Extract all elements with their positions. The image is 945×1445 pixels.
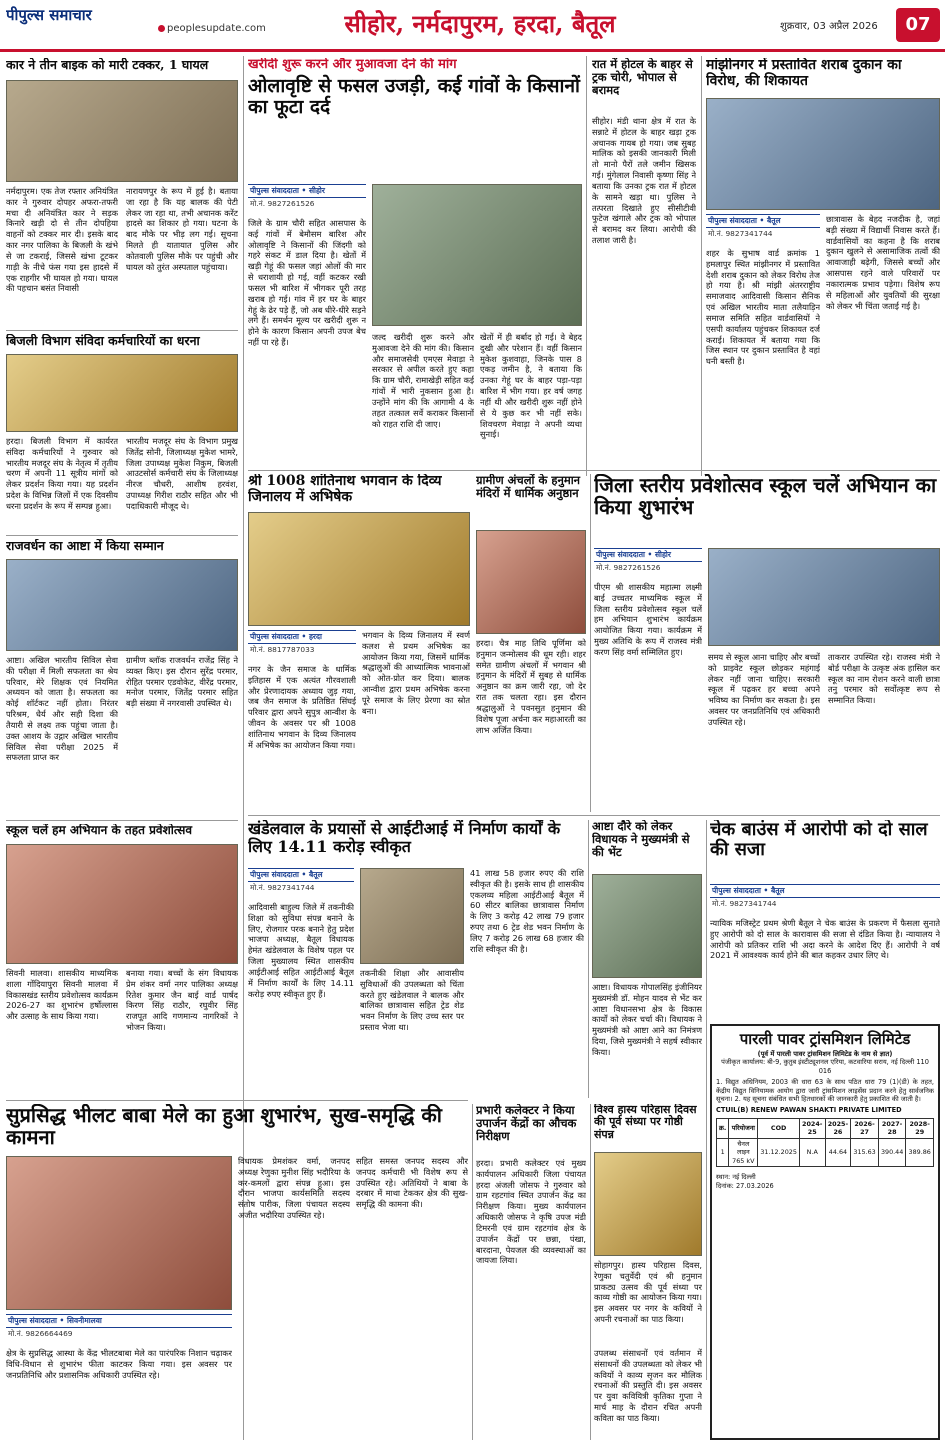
headline: विश्व हास्य परिहास दिवस की पूर्व संध्या पर गोष्ठी संपन्न — [594, 1104, 697, 1141]
mobile-number: मो.नं. 9827341744 — [250, 882, 315, 892]
crop-damage-photo — [372, 184, 582, 326]
body-text: जिले के ग्राम चौरी सहित आसपास के कई गांवों में बेमौसम बारिश और ओलावृष्टि ने किसानों की जिंदगी को गहरे संकट में डाल दिया है। खेतों में खड़ी गेहूं की फसल जहां ओलों की मार से धराशायी हो गई, वहीं कटकर रखी फसल भी बारिश में भीगकर पूरी तरह खराब हो गई। गांव में हर घर के बाहर गेहूं के ढेर पड़े हैं, जो अब धीरे-धीरे सड़ने लगे हैं। समर्थन मूल्य पर खरीदी शुरू न होने के कारण किसान अपनी उपज बेच नहीं पा रहे हैं। — [248, 218, 366, 348]
abhishek-photo — [248, 512, 470, 626]
dharna-photo — [6, 354, 238, 432]
mobile-number: मो.नं. 9827341744 — [708, 228, 773, 238]
page-number: 07 — [896, 8, 940, 42]
column-divider — [590, 474, 591, 812]
body-text: 41 लाख 58 हजार रुपए की राशि स्वीकृत की है। इसके साथ ही शासकीय एकलव्य महिला आईटीआई बैतूल में 60 सीटर बालिका छात्रावास निर्माण के लिए 3 करोड़ 42 लाख 79 हजार रुपए तथा 6 ट्रेड शेड भवन निर्माण के लिए 7 करोड़ 26 लाख 68 हजार की राशि स्वीकृत की है। — [470, 868, 584, 954]
edition-date: शुक्रवार, 03 अप्रैल 2026 — [780, 21, 878, 32]
kicker: खरीदी शुरू करने और मुआवजा देने की मांग — [248, 58, 457, 72]
body-text: नारायणपुर के रूप में हुई है। बताया जा रहा है कि यह बालक की पेटी लेकर जा रहा था, तभी अचानक करेंट हादसे का शिकार हो गया। घटना के बाद मौके पर भीड़ लग गई। सूचना मिलते ही यातायात पुलिस और कोतवाली पुलिस मौके पर पहुंची और घायल को तुरंत अस्पताल पहुंचाया। — [126, 186, 238, 272]
byline: पीपुल्स संवाददाता • सीहोर — [248, 184, 366, 198]
body-text: समय से स्कूल आना चाहिए और बच्चों को प्राइवेट स्कूल छोड़कर महंगाई लेकर नहीं जाना चाहिए। सरकारी स्कूल में पढ़कर हर बच्चा अपने भविष्य का निर्माण कर सकता है। इस अवसर पर जनप्रतिनिधि एवं अधिकारी उपस्थित रहे। — [708, 652, 820, 727]
school-photo — [6, 844, 238, 964]
section-divider — [248, 470, 940, 471]
body-text: क्षेत्र के सुप्रसिद्ध आस्था के केंद्र भीलटबाबा मेले का पारंपरिक निशान चढ़ाकर विधि-विधान से शुभारंभ फीता काटकर किया गया। इस अवसर पर जनप्रतिनिधि और प्रशासनिक अधिकारी उपस्थित रहे। — [6, 1348, 232, 1380]
column-divider — [590, 1104, 591, 1440]
headline: बिजली विभाग संविदा कर्मचारियों का धरना — [6, 334, 200, 348]
article-liquor-shop-protest — [706, 58, 940, 468]
tariff-table — [716, 1118, 934, 1167]
article-car-accident — [6, 58, 238, 328]
table-cell: 31.12.2025 — [758, 1138, 800, 1166]
masthead — [0, 0, 945, 52]
byline-block — [710, 884, 940, 910]
byline-block — [706, 214, 820, 240]
newspaper-logo[interactable] — [6, 6, 156, 44]
article-electricity-dharna — [6, 334, 238, 532]
body-text: जल्द खरीदी शुरू करने और मुआवजा देने की मांग की। किसान और समाजसेवी एमएस मेवाड़ा ने सरकार से अपील करते हुए कहा कि ग्राम चौरी, रामाखेड़ी सहित कई गांवों में भारी नुकसान हुआ है। उन्होंने मांग की कि आगामी 4 के तहत तत्काल सर्वे कराकर किसानों को राहत राशि दी जाए। — [372, 332, 474, 429]
hanuman-photo — [476, 530, 586, 634]
article-rajvardhan-honor — [6, 539, 238, 817]
website-link[interactable] — [156, 22, 266, 35]
body-text: आष्टा। विधायक गोपालसिंह इंजीनियर मुख्यमंत्री डॉ. मोहन यादव से भेंट कर आष्टा विधानसभा क्षेत्र के विकास कार्यों को लेकर चर्चा की। विधायक ने मुख्यमंत्री को आष्टा आने का निमंत्रण दिया, जिसे मुख्यमंत्री ने सहर्ष स्वीकार किया। — [592, 982, 702, 1057]
table-header-cell: 2028-29 — [906, 1118, 934, 1138]
byline: पीपुल्स संवाददाता • हरदा — [248, 630, 356, 644]
table-header-row — [717, 1118, 934, 1138]
table-header-cell: 2027-28 — [878, 1118, 906, 1138]
body-text: न्यायिक मजिस्ट्रेट प्रथम श्रेणी बैतूल ने चेक बाउंस के प्रकरण में फैसला सुनाते हुए आरोपी को दो साल के कारावास की सजा से दंडित किया है। न्यायालय ने आरोपी को प्रतिकर राशि भी अदा करने के आदेश दिए हैं। आरोपी ने वर्ष 2021 में आवश्यक कार्य होने की बात कहकर उधार लिए थे। — [710, 918, 940, 961]
section-divider — [248, 815, 940, 816]
headline: खंडेलवाल के प्रयासों से आईटीआई में निर्माण कार्यों के लिए 14.11 करोड़ स्वीकृत — [248, 820, 561, 856]
notice-date: दिनांक: 27.03.2026 — [716, 1181, 774, 1190]
website-text: peoplesupdate.com — [167, 23, 266, 34]
section-divider — [6, 820, 238, 821]
headline: प्रभारी कलेक्टर ने किया उपार्जन केंद्रों का औचक निरीक्षण — [476, 1104, 577, 1143]
headline: जिला स्तरीय प्रवेशोत्सव स्कूल चलें अभियान का किया शुभारंभ — [594, 474, 937, 520]
headline: श्री 1008 शांतिनाथ भगवान के दिव्य जिनालय में अभिषेक — [248, 474, 442, 505]
ceremony-photo — [708, 548, 940, 646]
headline: राजवर्धन का आष्टा में किया सम्मान — [6, 539, 164, 553]
body-text: भगवान के दिव्य जिनालय में स्वर्ण कलश से प्रथम अभिषेक का आयोजन किया गया, जिसमें धार्मिक श्रद्धालुओं की आध्यात्मिक भावनाओं को ओत-प्रोत कर दिया। बालक आन्वीश द्वारा प्रथम अभिषेक करना पूरे समाज के लिए प्रेरणा का स्रोत बना। — [362, 630, 470, 716]
headline: स्कूल चलें हम अभियान के तहत प्रवेशोत्सव — [6, 824, 193, 837]
headline: रात में होटल के बाहर से ट्रक चोरी, भोपाल से बरामद — [592, 58, 693, 97]
mobile-number: मो.नं. 9827261526 — [596, 562, 661, 572]
body-text: पीएम श्री शासकीय महात्मा लक्ष्मी बाई उच्चतर माध्यमिक स्कूल में जिला स्तरीय प्रवेशोत्सव स्कूल चलें हम अभियान शुभारंभ कार्यक्रम आयोजित किया गया। कार्यक्रम में मुख्य अतिथि के रूप में राजस्व मंत्री करण सिंह वर्मा सम्मिलित हुए। — [594, 582, 702, 657]
body-text: उपलब्ध संसाधनों एवं वर्तमान में संसाधनों की उपलब्धता को लेकर भी कवियों ने काव्य सृजन कर मौलिक रचनाओं की प्रस्तुति दी। इस अवसर पर युवा कवियित्री कृतिका गुप्ता ने मार्च माह के दौरान रचित अपनी कविता का पाठ किया। — [594, 1348, 702, 1423]
body-text: नगर के जैन समाज के धार्मिक इतिहास में एक अत्यंत गौरवशाली और प्रेरणादायक अध्याय जुड़ गया, जब जैन समाज के प्रतिष्ठित सिंघई परिवार द्वारा अपने सुपुत्र आन्वीश के जीवन के अवसर पर श्री 1008 शांतिनाथ भगवान के दिव्य जिनालय में अभिषेक का आयोजन किया गया। — [248, 664, 356, 750]
table-cell: 44.64 — [825, 1138, 851, 1166]
body-text: विधायक प्रेमशंकर वर्मा, जनपद अध्यक्ष रेणुका मुनीश सिंह भदौरिया के कर-कमलों द्वारा संपन्न हुआ। इस दौरान भाजपा कार्यसमिति सदस्य संतोष पारीक, जिला पंचायत सदस्य अजीत भदौरिया उपस्थित रहे। — [238, 1156, 350, 1221]
byline: पीपुल्स संवाददाता • बैतूल — [710, 884, 940, 898]
table-cell: चैनल लाइन 765 kV — [729, 1138, 758, 1166]
byline: पीपुल्स संवाददाता • सीहोर — [594, 548, 702, 562]
byline-block — [6, 1314, 232, 1340]
byline: पीपुल्स संवाददाता • बैतूल — [706, 214, 820, 228]
table-row — [717, 1138, 934, 1166]
section-title: सीहोर, नर्मदापुरम, हरदा, बैतूल — [344, 9, 616, 38]
body-text: सिवनी मालवा। शासकीय माध्यमिक शाला गोंदियापुरा सिवनी मालवा में विकासखंड स्तरीय प्रवेशोत्सव कार्यक्रम 2026-27 का शुभारंभ हर्षोल्लास और उत्साह के साथ किया गया। — [6, 968, 118, 1022]
headline: आष्टा दौरे को लेकर विधायक ने मुख्यमंत्री से की भेंट — [592, 820, 690, 859]
column-divider — [472, 1104, 473, 1440]
article-ashta-cm-meeting — [592, 820, 702, 1098]
body-text: हरदा। बिजली विभाग में कार्यरत संविदा कर्मचारियों ने गुरुवार को भारतीय मजदूर संघ के नेतृत्व में तृतीय चरण में अपनी 11 सूत्रीय मांगों को लेकर प्रदर्शन किया गया। यह प्रदर्शन प्रदेश के विभिन्न जिलों में एक दिवसीय धरना प्रदर्शन के रूप में सम्पन्न हुआ। — [6, 436, 118, 511]
column-divider — [586, 56, 587, 476]
body-text: हरदा। चैत्र माह तिथि पूर्णिमा को हनुमान जन्मोत्सव की धूम रही। शहर समेत ग्रामीण अंचलों में भगवान श्री हनुमान के मंदिरों में सुबह से धार्मिक अनुष्ठान का क्रम जारी रहा, जो देर रात तक चलता रहा। इस दौरान श्रद्धालुओं ने पवनसुत हनुमान की विशेष पूजा अर्चना कर महाआरती का लाभ अर्जित किया। — [476, 638, 586, 735]
mobile-number: मो.नं. 8817787033 — [250, 644, 315, 654]
column-divider — [706, 820, 707, 1380]
notice-company: CTUIL(B) RENEW PAWAN SHAKTI PRIVATE LIMITED — [716, 1106, 902, 1115]
byline-block — [594, 548, 702, 574]
body-text: तकनीकी शिक्षा और आवासीय सुविधाओं की उपलब्धता को चिंता करते हुए खंडेलवाल ने बालक और बालिका छात्रावास सहित ट्रेड शेड भवन निर्माण के लिए उच्च स्तर पर प्रस्ताव भेजा था। — [360, 968, 464, 1033]
article-collector-inspection — [476, 1104, 586, 1440]
notice-subtitle: (पूर्व में पारली पावर ट्रांसमिशन लिमिटेड के नाम से ज्ञात) — [757, 1049, 893, 1058]
honor-photo — [6, 559, 238, 651]
headline: सुप्रसिद्ध भीलट बाबा मेले का हुआ शुभारंभ, सुख-समृद्धि की कामना — [6, 1104, 442, 1150]
notice-address: पंजीकृत कार्यालय: बी-9, कुतुब इंस्टीट्यूशनल एरिया, कटवारिया सराय, नई दिल्ली 110 016 — [721, 1058, 929, 1075]
body-text: नर्मदापुरम। एक तेज रफ्तार अनियंत्रित कार ने गुरुवार दोपहर अफरा-तफरी मचा दी अनियंत्रित कार ने सड़क किनारे खड़ी दो से तीन दोपहिया वाहनों को टक्कर मार दी। इसके बाद कार नगर पालिका के बिजली के खंभे से जा टकराई, जिससे खंभा टूटकर गाड़ी के नीचे फंस गया इस हादसे में एक राहगीर भी घायल हो गया। घायल की पहचान बसंत निवासी — [6, 186, 118, 294]
headline: ग्रामीण अंचलों के हनुमान मंदिरों में धार्मिक अनुष्ठान — [476, 474, 581, 500]
byline: पीपुल्स संवाददाता • बैतूल — [248, 868, 354, 882]
headline: कार ने तीन बाइक को मारी टक्कर, 1 घायल — [6, 58, 209, 72]
table-header-cell: परियोजना — [729, 1118, 758, 1138]
article-pravesh-utsav — [6, 824, 238, 1096]
body-text: भारतीय मजदूर संघ के विभाग प्रमुख जितेंद्र सोनी, जिलाध्यक्ष मुकेश भामरे, जिला उपाध्यक्ष मुकेश निकुम, बिजली आउटसोर्स कर्मचारी संघ के जिलाध्यक्ष नीरज चौधरी, आशीष हरवंश, उपाध्यक्ष गिरीश राठौर सहित और भी पदाधिकारी मौजूद थे। — [126, 436, 238, 511]
body-text: छात्रावास के बेहद नजदीक है, जहां बड़ी संख्या में विद्यार्थी निवास करते हैं। वार्डवासियों का कहना है कि शराब दुकान खुलने से असामाजिक तत्वों की आवाजाही बढ़ेगी, जिससे बच्चों और आसपास रहने वाले परिवारों पर नकारात्मक प्रभाव पड़ेगा। विशेष रूप से महिलाओं और युवतियों की सुरक्षा को लेकर भी चिंता जताई गई है। — [826, 214, 940, 311]
body-text: ग्रामीण ब्लॉक राजवर्धन राजेंद्र सिंह ने व्यक्त किए। इस दौरान सुरेंद्र परमार, रोहित परमार एडवोकेट, वीरेंद्र परमार, मनोज परमार, जितेंद्र परमार सहित बड़ी संख्या में नगरवासी उपस्थित थे। — [126, 655, 238, 709]
section-divider — [6, 535, 238, 536]
article-district-pravesh-utsav — [594, 474, 940, 812]
byline-block — [248, 630, 356, 656]
article-hanuman-temple — [476, 474, 586, 812]
table-header-cell: 2026-27 — [851, 1118, 879, 1138]
table-header-cell: 2024-25 — [799, 1118, 825, 1138]
notice-place: स्थान: नई दिल्ली — [716, 1173, 756, 1182]
article-humor-day — [594, 1104, 702, 1440]
mobile-number: मो.नं. 9827261526 — [250, 198, 315, 208]
table-cell: 315.63 — [851, 1138, 879, 1166]
public-notice-ad — [710, 1024, 940, 1440]
section-divider — [6, 330, 238, 331]
headline: ओलावृष्टि से फसल उजड़ी, कई गांवों के किसानों का फूटा दर्द — [248, 74, 580, 118]
article-shantinath-abhishek — [248, 474, 470, 812]
accident-photo — [6, 80, 238, 182]
table-cell: 389.86 — [906, 1138, 934, 1166]
body-text: सहित समस्त जनपद सदस्य और जनपद कर्मचारी भी विशेष रूप से उपस्थित रहे। अतिथियों ने बाबा के दरबार में माथा टेककर क्षेत्र की सुख-समृद्धि की कामना की। — [356, 1156, 468, 1210]
table-cell: N.A — [799, 1138, 825, 1166]
headline: चेक बाउंस में आरोपी को दो साल की सजा — [710, 820, 928, 861]
byline: पीपुल्स संवाददाता • सिवनीमालवा — [6, 1314, 232, 1328]
body-text: सोहागपुर। हास्य परिहास दिवस, रेणुका चतुर्वेदी एवं श्री हनुमान प्राकट्य उत्सव की पूर्व संध्या पर काव्य गोष्ठी का आयोजन किया गया। इस अवसर पर नगर के कवियों ने अपनी रचनाओं का पाठ किया। — [594, 1260, 702, 1325]
byline-block — [248, 868, 354, 894]
body-text: आदिवासी बाहुल्य जिले में तकनीकी शिक्षा को सुविधा संपन्न बनाने के लिए, रोजगार परक बनाने हेतु प्रदेश भाजपा अध्यक्ष, बैतूल विधायक हेमंत खंडेलवाल के विशेष पहल पर जिला मुख्यालय स्थित शासकीय आईटीआई सहित आईटीआई बैतूल में निर्माण कार्यों के लिए 14.11 करोड़ रुपए स्वीकृत हुए हैं। — [248, 902, 354, 999]
article-bhilat-baba-fair — [6, 1104, 468, 1440]
body-text: हरदा। प्रभारी कलेक्टर एवं मुख्य कार्यपालन अधिकारी जिला पंचायत हरदा अंजली जोसफ ने गुरुवार को ग्राम रहटगांव स्थित उपार्जन केंद्र का निरीक्षण किया। मुख्य कार्यपालन अधिकारी जोसफ ने कृषि उपज मंडी टिमरनी एवं ग्राम रहटगांव क्षेत्र के उपार्जन केंद्रों पर छन्ना, पंखा, बारदाना, पेयजल की व्यवस्थाओं का जायजा लिया। — [476, 1158, 586, 1266]
mobile-number: मो.नं. 9826664469 — [8, 1328, 73, 1338]
protest-photo — [706, 98, 940, 210]
body-text: खेतों में ही बर्बाद हो गई। वे बेहद दुखी और परेशान हैं। वहीं किसान मुकेश कुशवाहा, जिनके पास 8 एकड़ जमीन है, ने बताया कि उनका गेहूं घर के बाहर पड़ा-पड़ा बारिश में भीग गया। हर वर्ष जगह नहीं थी और खरीदी शुरू नहीं होने से ये कुछ कर भी नहीं सके। शिवचरण मेवाड़ा ने अपनी व्यथा सुनाई। — [480, 332, 582, 440]
section-divider — [6, 1100, 468, 1101]
headline: मांझीनगर में प्रस्तावित शराब दुकान का विरोध, की शिकायत — [706, 58, 902, 89]
article-truck-theft — [592, 58, 696, 468]
fair-photo — [6, 1156, 232, 1310]
notice-body: 1. विद्युत अधिनियम, 2003 की धारा 63 के साथ पठित धारा 79 (1)(डी) के तहत, केंद्रीय विद्युत विनियामक आयोग द्वारा जारी ट्रांसमिशन लाइसेंस प्रदान करने हेतु सार्वजनिक सूचना। 2. यह सूचना संबंधित सभी हितधारकों की जानकारी हेतु प्रकाशित की जाती है। — [716, 1078, 934, 1103]
table-header-cell: क्र. — [717, 1118, 729, 1138]
table-cell: 1 — [717, 1138, 729, 1166]
article-iti-construction — [248, 820, 584, 1098]
meeting-photo — [592, 874, 702, 978]
table-cell: 390.44 — [878, 1138, 906, 1166]
article-hailstorm-crop — [248, 58, 582, 458]
article-cheque-bounce — [710, 820, 940, 1020]
body-text: शहर के सुभाष वार्ड क्रमांक 1 हमलापुर स्थित मांझीनगर में प्रस्तावित देशी शराब दुकान को लेकर विरोध तेज हो गया है। श्री मांझी अंतरराष्ट्रीय समाजवाद आदिवासी किसान सैनिक एवं अखिल भारतीय माता तलैयाड़िन समाज समिति सहित वार्डवासियों ने एसपी कार्यालय पहुंचकर शिकायत दर्ज कराई। शिकायत में बताया गया कि जिस स्थान पर दुकान प्रस्तावित है वहां घनी बस्ती है। — [706, 248, 820, 367]
mla-portrait — [360, 868, 464, 964]
body-text: आष्टा। अखिल भारतीय सिविल सेवा की परीक्षा में मिली सफलता का श्रेय परिवार, मेरे शिक्षक एवं नियमित अध्ययन को जाता है। सफलता का कोई शॉर्टकट नहीं होता। निरंतर परिश्रम, धैर्य और सही दिशा की तैयारी से लक्ष्य तक पहुंचा जाता है। उक्त आशय के उद्गार अखिल भारतीय सिविल सेवा परीक्षा 2025 में सफलता प्राप्त कर — [6, 655, 118, 763]
logo-text: पीपुल्स समाचार — [6, 6, 92, 24]
body-text: सीहोर। मंडी थाना क्षेत्र में रात के सन्नाटे में होटल के बाहर खड़ा ट्रक अचानक गायब हो गया। जब सुबह मालिक को इसकी जानकारी मिली तो मानो पैरों तले जमीन खिसक गई। मुंगेलाल निवासी कृष्णा सिंह ने बताया कि उनका ट्रक रात में होटल के सामने खड़ा था। पुलिस ने तत्परता दिखाते हुए सीसीटीवी फुटेज खंगाले और ट्रक को भोपाल से बरामद कर लिया। आरोपी की तलाश जारी है। — [592, 116, 696, 246]
goshthi-photo — [594, 1152, 702, 1256]
table-header-cell: COD — [758, 1118, 800, 1138]
column-divider — [588, 820, 589, 1098]
body-text: ताकरार उपस्थित रहे। राजस्व मंत्री ने बोर्ड परीक्षा के उत्कृष्ट अंक हासिल कर स्कूल का नाम रोशन करने वाली छात्रा तनु परमार को सर्वोत्कृष्ट रूप से सम्मानित किया। — [828, 652, 940, 706]
notice-title: पारली पावर ट्रांसमिशन लिमिटेड — [739, 1030, 911, 1048]
byline-block — [248, 184, 366, 210]
column-divider — [701, 56, 702, 476]
table-header-cell: 2025-26 — [825, 1118, 851, 1138]
mobile-number: मो.नं. 9827341744 — [712, 898, 777, 908]
body-text: बनाया गया। बच्चों के संग विधायक प्रेम शंकर वर्मा नगर पालिका अध्यक्ष रितेश कुमार जैन बाई वार्ड पार्षद किरण सिंह राठौर, रघुवीर सिंह राजपूत आदि गणमान्य नागरिकों ने भोजन किया। — [126, 968, 238, 1033]
globe-icon — [158, 25, 165, 32]
